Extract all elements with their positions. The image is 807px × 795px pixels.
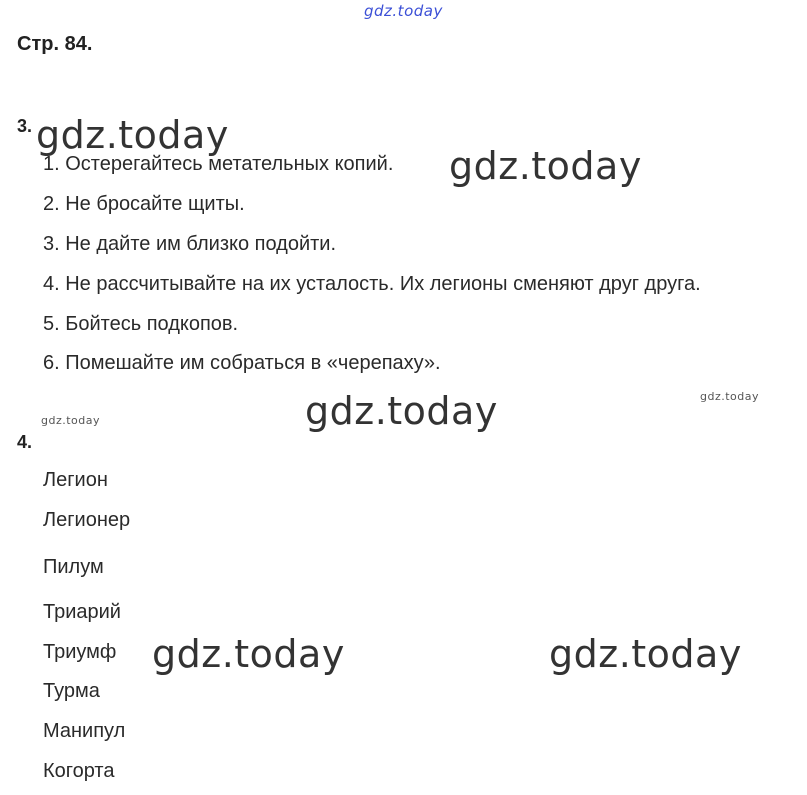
watermark: gdz.today bbox=[305, 389, 498, 433]
section-3-item: 6. Помешайте им собраться в «черепаху». bbox=[43, 352, 441, 374]
term-item: Легион bbox=[43, 469, 108, 491]
section-3-item: 5. Бойтесь подкопов. bbox=[43, 313, 239, 335]
section-3-item: 4. Не рассчитывайте на их усталость. Их легионы сменяют друг друга. bbox=[43, 273, 701, 295]
term-item: Когорта bbox=[43, 760, 115, 782]
page-title: Стр. 84. bbox=[17, 33, 93, 55]
section-3-item: 1. Остерегайтесь метательных копий. bbox=[43, 153, 394, 175]
watermark: gdz.today bbox=[549, 632, 742, 676]
term-item: Легионер bbox=[43, 509, 131, 531]
watermark: gdz.today bbox=[449, 144, 642, 188]
watermark-small: gdz.today bbox=[700, 390, 760, 403]
term-item: Триарий bbox=[43, 601, 121, 623]
section-3-number: 3. bbox=[17, 116, 33, 136]
section-3-item: 3. Не дайте им близко подойти. bbox=[43, 233, 337, 255]
section-3-item: 2. Не бросайте щиты. bbox=[43, 193, 245, 215]
watermark: gdz.today bbox=[152, 632, 345, 676]
watermark-small: gdz.today bbox=[41, 414, 101, 427]
term-item: Триумф bbox=[43, 641, 117, 663]
term-item: Пилум bbox=[43, 556, 104, 578]
section-4-number: 4. bbox=[17, 432, 33, 452]
term-item: Турма bbox=[43, 680, 100, 702]
watermark-top: gdz.today bbox=[364, 2, 443, 20]
term-item: Манипул bbox=[43, 720, 126, 742]
watermark: gdz.today bbox=[36, 113, 229, 157]
